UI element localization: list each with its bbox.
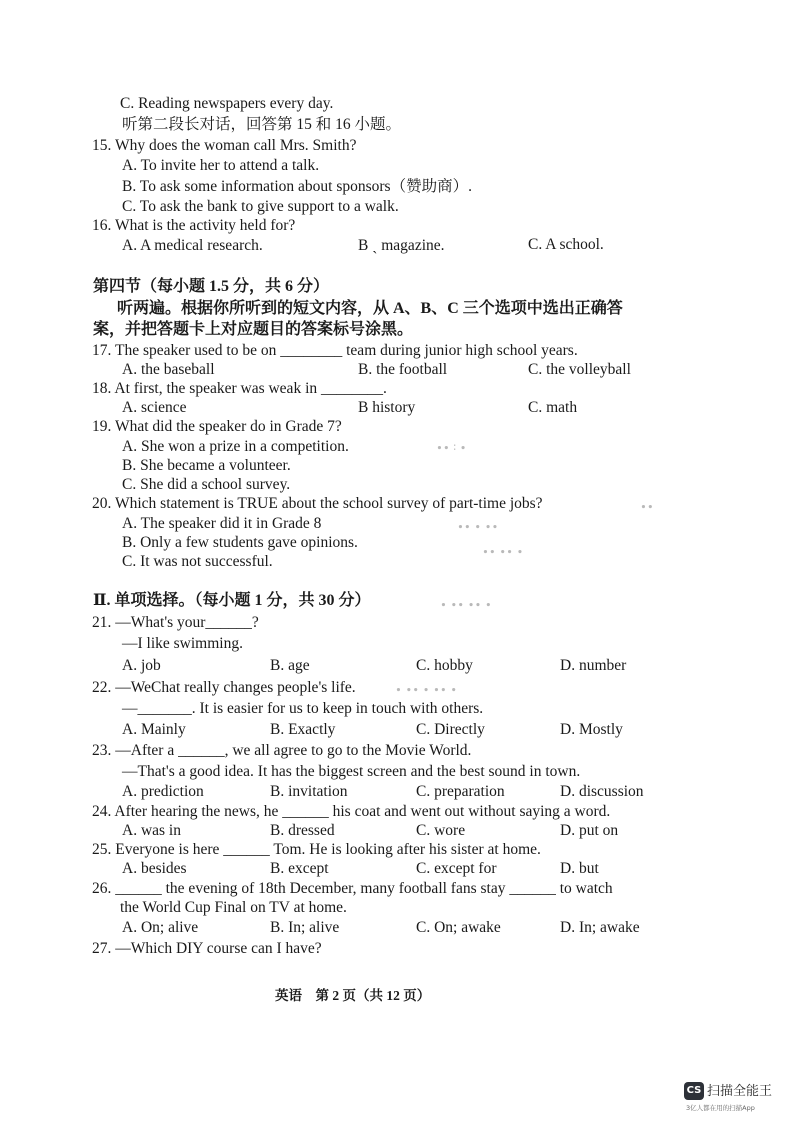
q16-option-c: C. A school. xyxy=(528,236,604,253)
q16-option-b: B ˎ magazine. xyxy=(358,237,445,254)
q27-stem: 27. —Which DIY course can I have? xyxy=(92,940,322,957)
q20-option-c: C. It was not successful. xyxy=(122,553,273,570)
q17-option-a: A. the baseball xyxy=(122,361,215,378)
section-4-instruction-1: 听两遍。根据你所听到的短文内容，从 A、B、C 三个选项中选出正确答 xyxy=(117,300,623,317)
q21-line-1: 21. —What's your______? xyxy=(92,614,259,631)
q21-option-d: D. number xyxy=(560,657,627,674)
q24-option-c: C. wore xyxy=(416,822,466,839)
q19-option-c: C. She did a school survey. xyxy=(122,476,291,493)
q23-line-1: 23. —After a ______, we all agree to go to the Movie World. xyxy=(92,742,472,759)
q24-stem: 24. After hearing the news, he ______ his coat and went out without saying a word. xyxy=(92,803,611,820)
q21-option-b: B. age xyxy=(270,657,310,674)
section-4-instruction-2: 案，并把答题卡上对应题目的答案标号涂黑。 xyxy=(93,321,414,338)
q26-option-a: A. On; alive xyxy=(122,919,199,936)
q22-option-b: B. Exactly xyxy=(270,721,336,738)
conversation-2-instruction: 听第二段长对话，回答第 15 和 16 小题。 xyxy=(122,116,402,133)
q21-option-c: C. hobby xyxy=(416,657,473,674)
q22-option-c: C. Directly xyxy=(416,721,485,738)
q26-option-b: B. In; alive xyxy=(270,919,340,936)
q25-option-a: A. besides xyxy=(122,860,187,877)
q17-option-c: C. the volleyball xyxy=(528,361,631,378)
q26-line-1: 26. ______ the evening of 18th December, many football fans stay ______ to watch xyxy=(92,880,613,897)
q19-option-a: A. She won a prize in a competition. xyxy=(122,438,349,455)
q20-option-a: A. The speaker did it in Grade 8 xyxy=(122,515,322,532)
q15-option-b: B. To ask some information about sponsors（赞助商）. xyxy=(122,178,472,195)
q16-option-a: A. A medical research. xyxy=(122,237,263,254)
q22-option-d: D. Mostly xyxy=(560,721,623,738)
q18-option-a: A. science xyxy=(122,399,187,416)
scan-noise: ∙∙ ∙∙ ∙ xyxy=(482,545,524,558)
q18-stem: 18. At first, the speaker was weak in ________. xyxy=(92,380,387,397)
q22-line-1: 22. —WeChat really changes people's life. xyxy=(92,679,356,696)
camscanner-logo-icon: CS xyxy=(684,1082,704,1100)
q26-option-d: D. In; awake xyxy=(560,919,640,936)
q21-option-a: A. job xyxy=(122,657,161,674)
scan-noise: ∙∙ xyxy=(640,500,654,513)
q24-option-a: A. was in xyxy=(122,822,181,839)
q24-option-b: B. dressed xyxy=(270,822,335,839)
q23-option-b: B. invitation xyxy=(270,783,348,800)
part-2-title: Ⅱ. 单项选择。（每小题 1 分，共 30 分） xyxy=(93,592,371,609)
q25-option-b: B. except xyxy=(270,860,329,877)
q19-option-b: B. She became a volunteer. xyxy=(122,457,291,474)
q22-line-2: —_______. It is easier for us to keep in touch with others. xyxy=(122,700,484,717)
q26-line-2: the World Cup Final on TV at home. xyxy=(120,899,347,916)
section-4-title: 第四节（每小题 1.5 分，共 6 分） xyxy=(93,278,330,295)
q21-line-2: —I like swimming. xyxy=(122,635,243,652)
q20-option-b: B. Only a few students gave opinions. xyxy=(122,534,358,551)
q22-option-a: A. Mainly xyxy=(122,721,186,738)
q15-option-c: C. To ask the bank to give support to a walk. xyxy=(122,198,399,215)
camscanner-watermark-tagline: 3亿人都在用的扫描App xyxy=(686,1104,755,1112)
camscanner-watermark-name: 扫描全能王 xyxy=(707,1084,773,1099)
q25-option-d: D. but xyxy=(560,860,599,877)
q20-stem: 20. Which statement is TRUE about the school survey of part-time jobs? xyxy=(92,495,543,512)
q23-option-d: D. discussion xyxy=(560,783,644,800)
scan-noise: ∙∙ ∶ ∙ xyxy=(436,441,467,454)
scan-noise: ∙ ∙∙ ∙∙ ∙ xyxy=(440,598,492,611)
q15-option-a: A. To invite her to attend a talk. xyxy=(122,157,320,174)
q25-stem: 25. Everyone is here ______ Tom. He is looking after his sister at home. xyxy=(92,841,541,858)
q18-option-b: B history xyxy=(358,399,416,416)
q23-option-c: C. preparation xyxy=(416,783,505,800)
q26-option-c: C. On; awake xyxy=(416,919,501,936)
q24-option-d: D. put on xyxy=(560,822,619,839)
page-footer: 英语 第 2 页（共 12 页） xyxy=(275,988,431,1003)
q14-option-c: C. Reading newspapers every day. xyxy=(120,95,334,112)
q18-option-c: C. math xyxy=(528,399,578,416)
q19-stem: 19. What did the speaker do in Grade 7? xyxy=(92,418,342,435)
q25-option-c: C. except for xyxy=(416,860,497,877)
q23-line-2: —That's a good idea. It has the biggest screen and the best sound in town. xyxy=(122,763,581,780)
q17-stem: 17. The speaker used to be on ________ team during junior high school years. xyxy=(92,342,578,359)
q16-stem: 16. What is the activity held for? xyxy=(92,217,296,234)
q17-option-b: B. the football xyxy=(358,361,448,378)
scan-noise: ∙ ∙∙ ∙ ∙∙ ∙ xyxy=(395,683,458,696)
scan-noise: ∙∙ ∙ ∙∙ xyxy=(457,520,499,533)
q23-option-a: A. prediction xyxy=(122,783,204,800)
q15-stem: 15. Why does the woman call Mrs. Smith? xyxy=(92,137,357,154)
